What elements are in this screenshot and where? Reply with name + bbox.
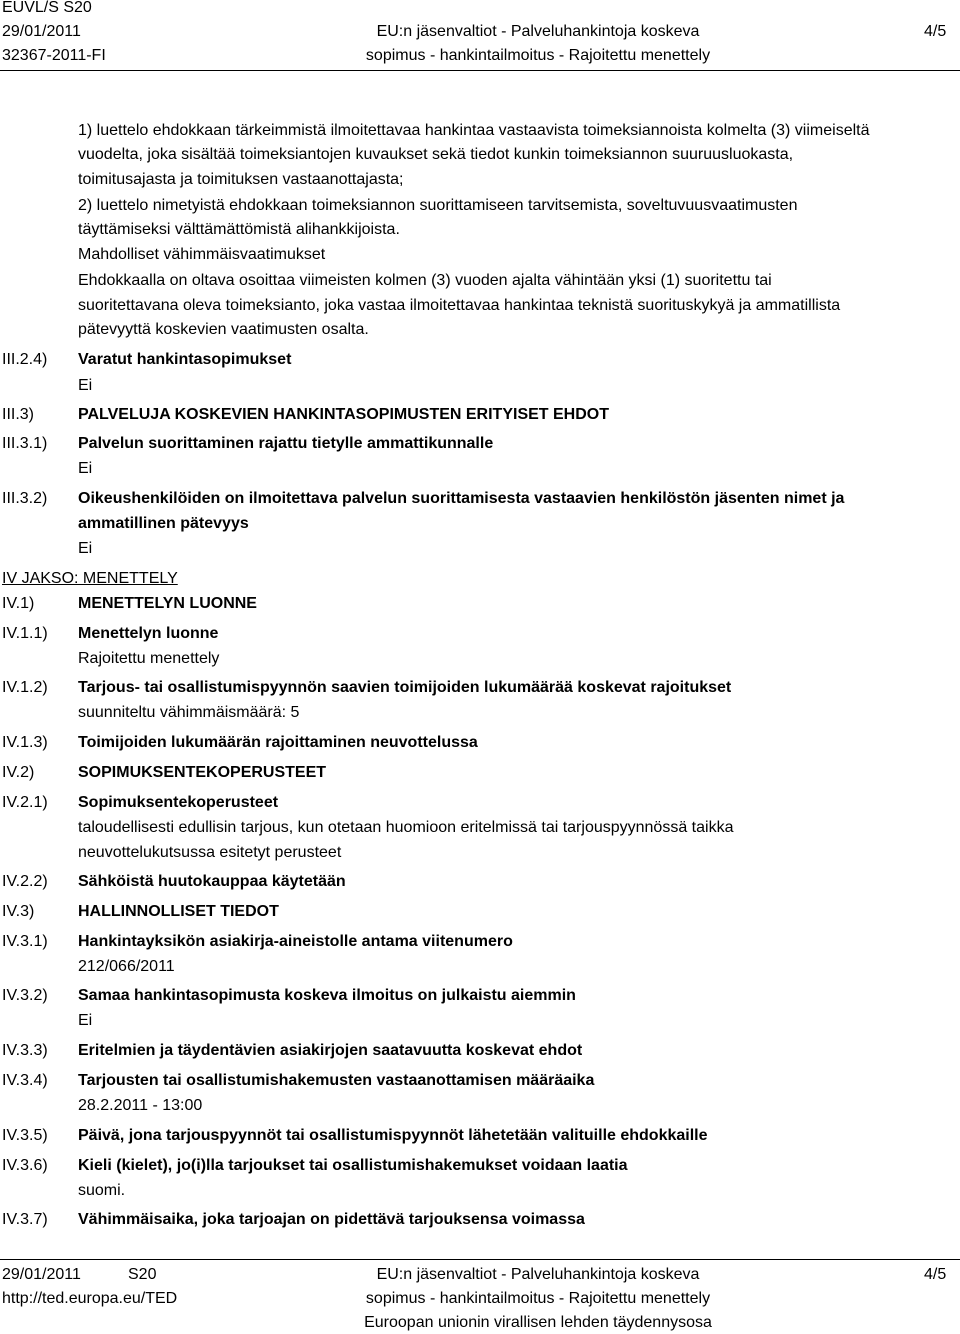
section-title: Päivä, jona tarjouspyynnöt tai osallistumispyynnöt lähetetään valituille ehdokkaille [78,1127,708,1144]
section-title: Hankintayksikön asiakirja-aineistolle antama viitenumero [78,933,513,950]
section-value: Ei [78,460,93,477]
section-number: IV.1.3) [2,734,48,751]
header-rule [0,70,960,71]
section-number: IV.1.2) [2,679,48,696]
min-requirements-label: Mahdolliset vähimmäisvaatimukset [78,246,326,263]
section-number: III.2.4) [2,351,48,368]
intro-line: pätevyyttä koskevien vaatimusten osalta. [78,321,369,338]
section-title: Varatut hankintasopimukset [78,351,292,368]
section-number: IV.3.3) [2,1042,48,1059]
section-value: Rajoitettu menettely [78,650,220,667]
section-value: suomi. [78,1182,126,1199]
section-title: Samaa hankintasopimusta koskeva ilmoitus on julkaistu aiemmin [78,987,576,1004]
section-title: Vähimmäisaika, joka tarjoajan on pidettävä tarjouksensa voimassa [78,1211,585,1228]
section-title: ammatillinen pätevyys [78,515,249,532]
footer-date: 29/01/2011 [2,1266,81,1283]
intro-line: suoritettavana oleva toimeksianto, joka vastaa ilmoitettavaa hankintaa teknistä suorituskykyä ja ammatillista [78,297,841,314]
footer-title-line3: Euroopan unionin virallisen lehden täydennysosa [364,1314,712,1331]
section-value: 28.2.2011 - 13:00 [78,1097,203,1114]
header-date: 29/01/2011 [2,23,81,40]
section-title: Tarjousten tai osallistumishakemusten vastaanottamisen määräaika [78,1072,595,1089]
footer-series: S20 [128,1266,157,1283]
section-title: MENETTELYN LUONNE [78,595,257,612]
footer-title-line2: sopimus - hankintailmoitus - Rajoitettu menettely [365,1290,711,1307]
section-number: IV.1) [2,595,35,612]
section-number: III.3.2) [2,490,48,507]
section-value: 212/066/2011 [78,958,175,975]
doc-code: EUVL/S S20 [2,0,92,16]
section-number: IV.2) [2,764,35,781]
footer-title-line1: EU:n jäsenvaltiot - Palveluhankintoja koskeva [376,1266,700,1283]
section-title: Sähköistä huutokauppaa käytetään [78,873,346,890]
section-title: Menettelyn luonne [78,625,219,642]
header-title-line1: EU:n jäsenvaltiot - Palveluhankintoja koskeva [376,23,700,40]
section-title: Kieli (kielet), jo(i)lla tarjoukset tai osallistumishakemukset voidaan laatia [78,1157,628,1174]
header-reference: 32367-2011-FI [2,47,106,64]
section-title: Tarjous- tai osallistumispyynnön saavien toimijoiden lukumäärää koskevat rajoitukset [78,679,732,696]
section-number: IV.1.1) [2,625,48,642]
intro-line: 1) luettelo ehdokkaan tärkeimmistä ilmoitettavaa hankintaa vastaavista toimeksiannoista kolmelta (3) viimeiseltä [78,122,870,139]
footer-url-link[interactable]: http://ted.europa.eu/TED [2,1290,178,1307]
section-number: IV.3.5) [2,1127,48,1144]
intro-line: vuodelta, joka sisältää toimeksiantojen kuvaukset sekä tiedot kunkin toimeksiannon suuruusluokasta, [78,146,794,163]
section-title: HALLINNOLLISET TIEDOT [78,903,279,920]
intro-line: 2) luettelo nimetyistä ehdokkaan toimeksiannon suorittamiseen tarvitsemista, soveltuvuusvaatimusten [78,197,798,214]
footer-page-number: 4/5 [924,1266,947,1283]
section-number: IV.3.6) [2,1157,48,1174]
intro-line: toimitusajasta ja toimituksen vastaanottajasta; [78,171,404,188]
section-number: IV.3.4) [2,1072,48,1089]
section-title: Sopimuksentekoperusteet [78,794,279,811]
header-title-line2: sopimus - hankintailmoitus - Rajoitettu menettely [365,47,711,64]
part-heading: IV JAKSO: MENETTELY [2,570,178,587]
intro-line: täyttämiseksi välttämättömistä alihankkijoista. [78,221,400,238]
footer-rule [0,1259,960,1260]
section-number: IV.3.1) [2,933,48,950]
section-number: IV.3.7) [2,1211,48,1228]
section-title: PALVELUJA KOSKEVIEN HANKINTASOPIMUSTEN ERITYISET EHDOT [78,406,610,423]
header-page-number: 4/5 [924,23,947,40]
section-value: taloudellisesti edullisin tarjous, kun otetaan huomioon eritelmissä tai tarjouspyynnössä taikka [78,819,734,836]
section-number: III.3.1) [2,435,48,452]
section-number: IV.2.1) [2,794,48,811]
section-title: Oikeushenkilöiden on ilmoitettava palvelun suorittamisesta vastaavien henkilöstön jäsenten nimet ja [78,490,845,507]
section-title: Palvelun suorittaminen rajattu tietylle ammattikunnalle [78,435,494,452]
section-number: III.3) [2,406,35,423]
section-number: IV.3.2) [2,987,48,1004]
intro-line: Ehdokkaalla on oltava osoittaa viimeisten kolmen (3) vuoden ajalta vähintään yksi (1) suoritettu tai [78,272,772,289]
section-title: SOPIMUKSENTEKOPERUSTEET [78,764,327,781]
section-value: suunniteltu vähimmäismäärä: 5 [78,704,300,721]
section-number: IV.2.2) [2,873,48,890]
section-value: Ei [78,377,93,394]
section-title: Eritelmien ja täydentävien asiakirjojen saatavuutta koskevat ehdot [78,1042,583,1059]
section-value: Ei [78,1012,93,1029]
section-title: Toimijoiden lukumäärän rajoittaminen neuvottelussa [78,734,478,751]
section-value: Ei [78,540,93,557]
section-number: IV.3) [2,903,35,920]
section-value: neuvottelukutsussa esitetyt perusteet [78,844,342,861]
